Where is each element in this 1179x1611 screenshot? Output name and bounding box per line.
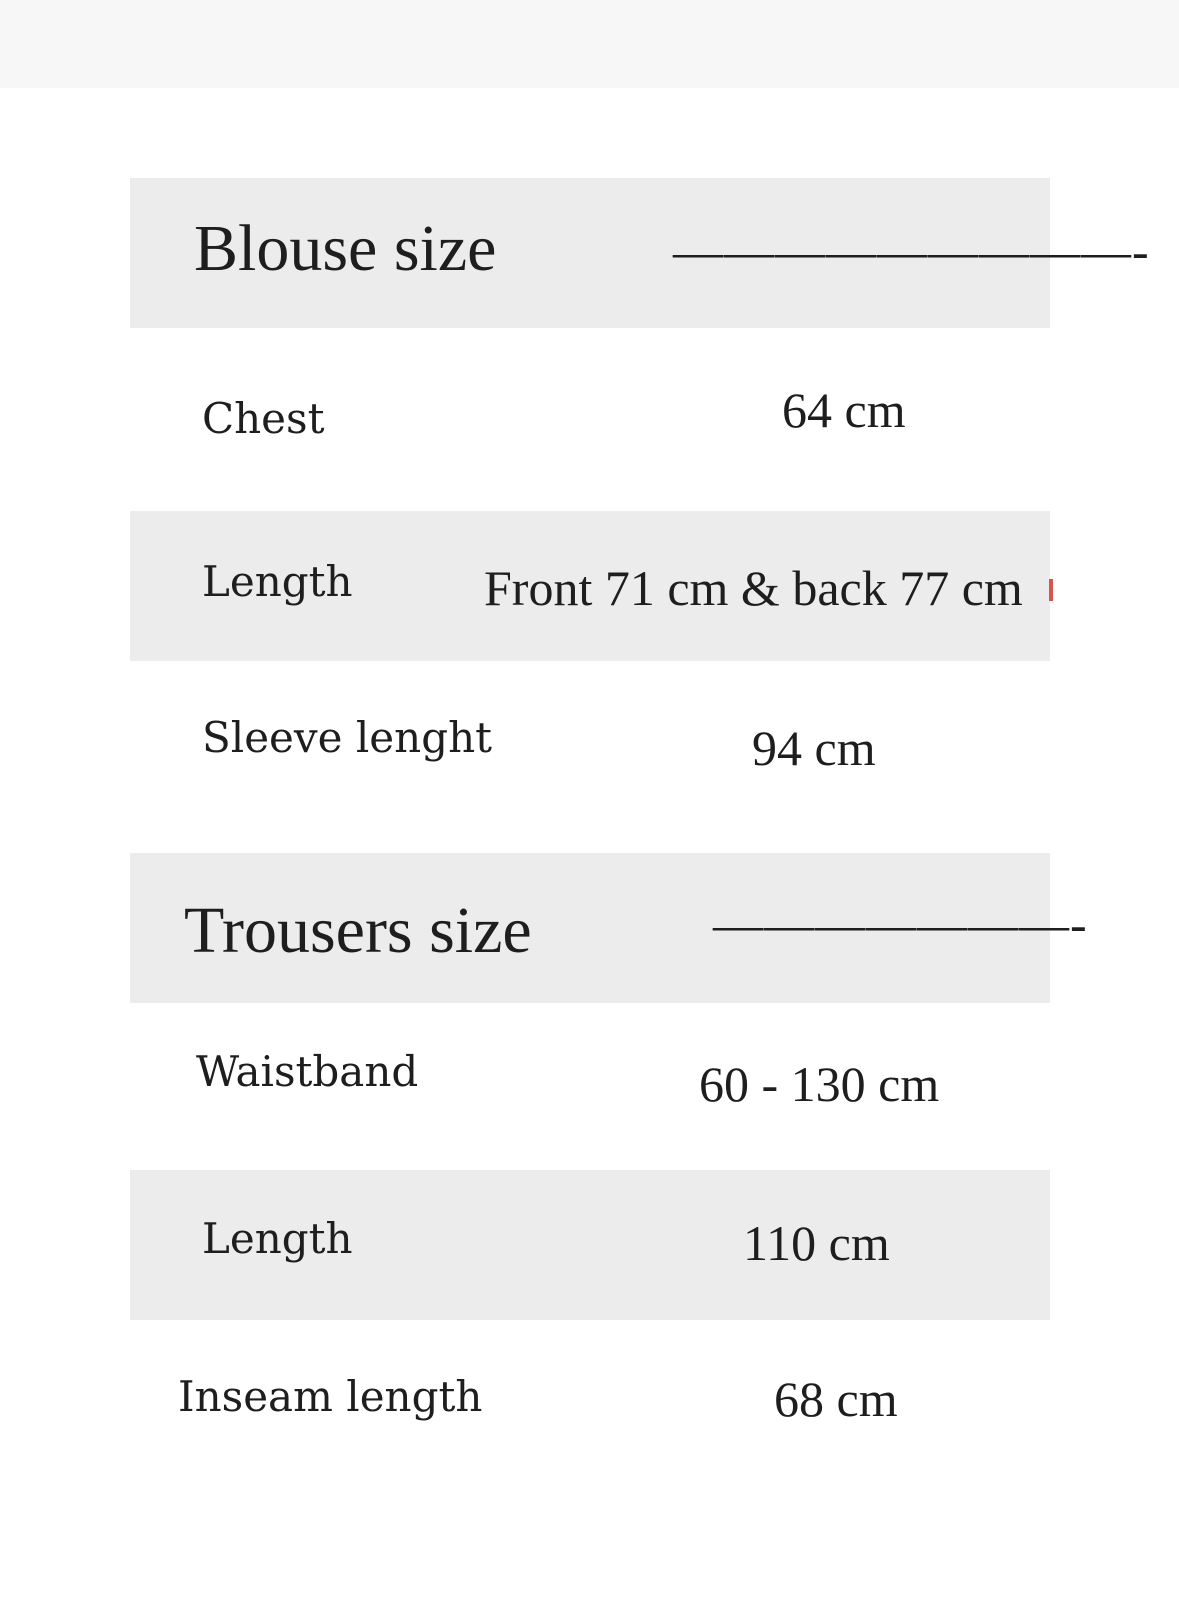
size-table [130, 178, 1150, 1480]
trousers-heading: Trousers size [184, 894, 532, 967]
blouse-sleeve-row [130, 661, 1050, 853]
blouse-chest-row [130, 328, 1050, 511]
top-band [0, 0, 1179, 88]
red-edge-mark [1049, 579, 1053, 601]
waistband-value: 60 - 130 cm [699, 1056, 940, 1112]
blouse-length-row [130, 511, 1050, 661]
sleeve-value: 94 cm [752, 720, 876, 776]
sleeve-label: Sleeve lenght [202, 713, 493, 762]
blouse-length-value: Front 71 cm & back 77 cm [484, 560, 1023, 616]
blouse-heading: Blouse size [194, 212, 497, 285]
trousers-length-label: Length [202, 1214, 353, 1263]
chest-label: Chest [202, 394, 325, 443]
blouse-heading-divider: —————————- [673, 223, 1150, 279]
inseam-label: Inseam length [178, 1372, 483, 1421]
trousers-heading-row [130, 853, 1088, 1003]
trousers-length-row [130, 1170, 1050, 1320]
trousers-waistband-row [130, 1003, 1050, 1170]
chest-value: 64 cm [782, 382, 906, 438]
trousers-length-value: 110 cm [743, 1215, 890, 1271]
inseam-value: 68 cm [774, 1371, 898, 1427]
waistband-label: Waistband [196, 1047, 419, 1096]
trousers-inseam-row [130, 1320, 1050, 1480]
blouse-length-label: Length [202, 557, 353, 606]
trousers-heading-divider: ———————- [713, 896, 1088, 952]
blouse-heading-row [130, 178, 1150, 328]
